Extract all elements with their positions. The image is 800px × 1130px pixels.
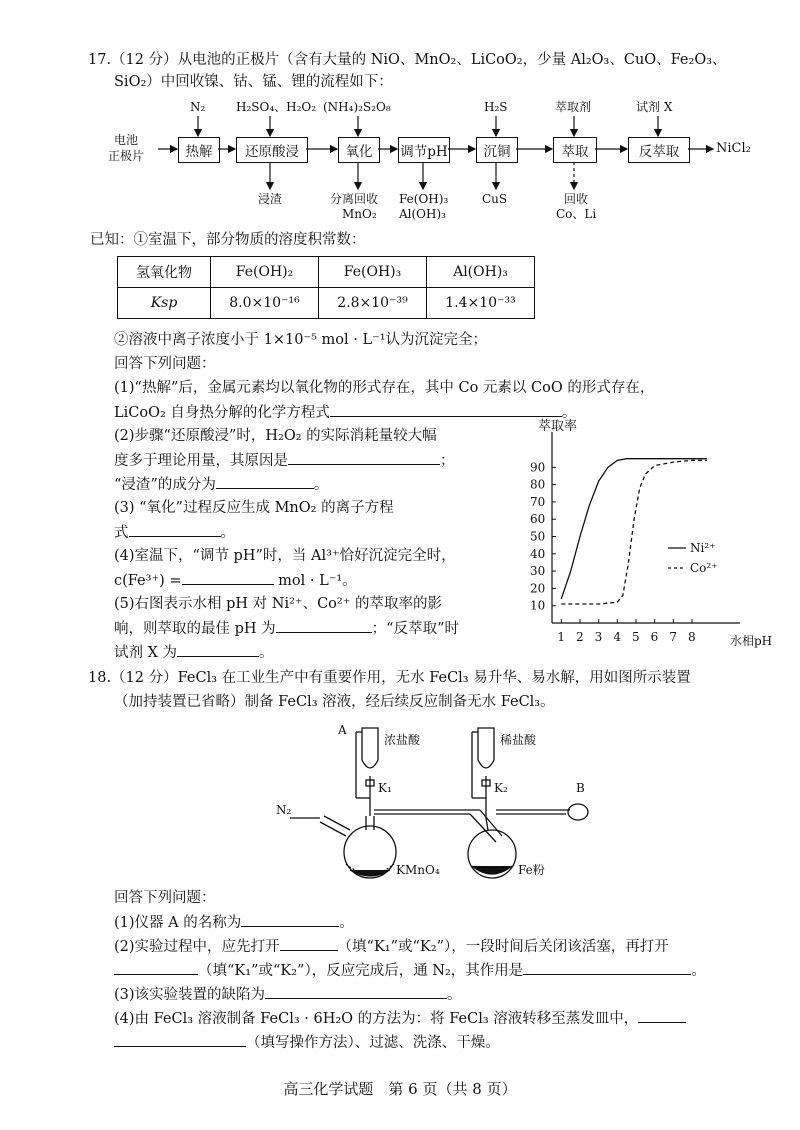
q18-p2-line2 xyxy=(114,960,706,981)
q17-p5-text: 响，则萃取的最佳 pH 为 xyxy=(114,621,276,637)
q18-intro-line1: 18.（12 分）FeCl₃ 在工业生产中有重要作用，无水 FeCl₃ 易升华、易水解，用如图所示装置 xyxy=(88,670,691,686)
q17-p5-ph-blank[interactable] xyxy=(276,618,372,633)
q17-p3-answer-blank[interactable] xyxy=(129,522,221,537)
output-leach-residue: 浸渣 xyxy=(258,192,283,206)
chart-y-tick-label: 50 xyxy=(530,529,546,544)
step-extraction: 萃取 xyxy=(553,137,597,163)
input-extractant: 萃取剂 xyxy=(555,100,592,114)
step-cu-precip: 沉铜 xyxy=(476,137,518,163)
step-pyrolysis: 热解 xyxy=(178,137,220,163)
output-aloh3: Al(OH)₃ xyxy=(399,207,446,221)
q18-p2-text2: （填“K₁”或“K₂”），一段时间后关闭该活塞，再打开 xyxy=(337,939,669,955)
q18-p2-text3: （填“K₁”或“K₂”），反应完成后，通 N₂，其作用是 xyxy=(198,963,524,979)
q17-p3-line1: (3) “氧化”过程反应生成 MnO₂ 的离子方程 xyxy=(114,500,394,516)
chart-y-label: 萃取率 xyxy=(538,419,578,434)
chart-y-tick-label: 60 xyxy=(530,512,546,527)
ksp-cell: 1.4×10⁻³³ xyxy=(427,288,535,319)
chart-y-tick-label: 20 xyxy=(530,581,546,596)
ksp-row-label: Ksp xyxy=(118,288,211,319)
ksp-table xyxy=(117,256,535,319)
output-nicl2: NiCl₂ xyxy=(716,141,751,156)
step-oxidation: 氧化 xyxy=(338,137,380,163)
ksp-header-cell: 氢氧化物 xyxy=(118,257,211,288)
output-cus: CuS xyxy=(482,192,508,206)
q17-p2-line3: “浸渣”的成分为 。 xyxy=(114,474,328,495)
input-persulfate: (NH₄)₂S₂O₈ xyxy=(323,100,391,114)
step-adjust-ph: 调节pH xyxy=(398,137,450,163)
apparatus-label-fe: Fe粉 xyxy=(518,863,545,877)
q17-p3-line2: 式 。 xyxy=(114,522,235,543)
input-n2: N₂ xyxy=(190,100,206,114)
q18-p2-blank-3[interactable] xyxy=(523,960,691,975)
q17-p5-line1: (5)右图表示水相 pH 对 Ni²⁺、Co²⁺ 的萃取率的影 xyxy=(114,596,442,612)
ksp-table-row xyxy=(118,288,535,319)
q18-p2-blank-2[interactable] xyxy=(114,960,198,975)
input-reagent-x: 试剂 X xyxy=(636,100,673,114)
chart-legend-label: Ni²⁺ xyxy=(690,541,716,555)
q17-p5-reagent-blank[interactable] xyxy=(177,642,259,657)
ksp-cell: 2.8×10⁻³⁹ xyxy=(319,288,427,319)
chart-y-tick-label: 30 xyxy=(530,564,546,579)
output-recover: 回收 xyxy=(564,192,589,206)
q18-p2-text: (2)实验过程中，应先打开 xyxy=(114,939,280,955)
chart-x-tick-label: 3 xyxy=(594,630,603,644)
q17-p2-line1: (2)步骤“还原酸浸”时，H₂O₂ 的实际消耗量较大幅 xyxy=(114,428,437,444)
apparatus-label-b: B xyxy=(576,781,585,795)
q18-p4-text: (4)由 FeCl₃ 溶液制备 FeCl₃ · 6H₂O 的方法为：将 FeCl₃ 溶液转移至蒸发皿中， xyxy=(114,1011,639,1027)
chart-x-tick-label: 5 xyxy=(632,630,640,644)
input-h2s: H₂S xyxy=(484,100,508,114)
q17-p3-text: 式 xyxy=(114,525,129,541)
q17-p5-line2 xyxy=(114,618,459,639)
q17-p2-line2: 度多于理论用量，其原因是 ； xyxy=(114,450,455,471)
page-footer: 高三化学试题 第 6 页（共 8 页） xyxy=(283,1080,517,1098)
apparatus-label-a: A xyxy=(338,723,347,737)
q17-intro-line2: SiO₂）中回收镍、钴、锰、锂的流程如下： xyxy=(114,74,393,90)
q17-p4-line2 xyxy=(114,570,357,591)
q18-p1-text: (1)仪器 A 的名称为 xyxy=(114,915,242,931)
extraction-chart xyxy=(510,418,773,658)
apparatus-label-k1: K₁ xyxy=(378,781,392,795)
flow-arrows xyxy=(0,0,800,240)
step-back-extraction: 反萃取 xyxy=(628,137,690,163)
q18-p4-line1 xyxy=(114,1008,686,1029)
ksp-header-cell: Fe(OH)₂ xyxy=(211,257,319,288)
q17-p2-text: 度多于理论用量，其原因是 xyxy=(114,453,288,469)
input-h2so4-h2o2: H₂SO₄、H₂O₂ xyxy=(236,100,317,114)
output-mno2-label: 分离回收 xyxy=(330,192,379,206)
chart-y-tick-label: 40 xyxy=(530,546,546,561)
q17-p1-answer-blank[interactable] xyxy=(330,402,562,417)
q17-p1-line2: LiCoO₂ 自身热分解的化学方程式 。 xyxy=(114,402,576,423)
q17-p2-residue-blank[interactable] xyxy=(216,474,314,489)
flow-start-1: 电池 xyxy=(114,133,139,147)
q18-p4-line2 xyxy=(114,1032,500,1053)
ksp-header-cell: Fe(OH)₃ xyxy=(319,257,427,288)
q17-p5-reagent-text: 试剂 X 为 xyxy=(114,645,178,661)
apparatus-label-kmno4: KMnO₄ xyxy=(396,863,440,877)
q17-intro-line1: 17.（12 分）从电池的正极片（含有大量的 NiO、MnO₂、LiCoO₂，少量 Al₂O₃、CuO、Fe₂O₃、 xyxy=(88,52,727,68)
q17-p2-residue-text: “浸渣”的成分为 xyxy=(114,477,216,493)
q18-p4-blank-1[interactable] xyxy=(638,1008,686,1023)
q17-p2-reason-blank[interactable] xyxy=(288,450,440,465)
apparatus-diagram xyxy=(270,718,600,878)
chart-x-tick-label: 6 xyxy=(650,630,659,644)
chart-legend-label: Co²⁺ xyxy=(690,561,718,575)
apparatus-label-dil-hcl: 稀盐酸 xyxy=(500,733,537,747)
q18-p4-text2: （填写操作方法）、过滤、洗涤、干燥。 xyxy=(246,1035,500,1051)
q18-p3-end: 。 xyxy=(447,987,462,1003)
chart-series-line xyxy=(561,460,707,604)
chart-x-label: 水相pH xyxy=(730,634,773,648)
ksp-header-cell: Al(OH)₃ xyxy=(427,257,535,288)
chart-y-tick-label: 80 xyxy=(530,477,546,492)
q17-known-1: 已知：①室温下，部分物质的溶度积常数： xyxy=(90,232,366,248)
q18-p1-end: 。 xyxy=(339,915,354,931)
q17-p4-text: c(Fe³⁺) = xyxy=(114,573,182,589)
q18-p3-blank[interactable] xyxy=(265,984,447,999)
step-reductive-leach: 还原酸浸 xyxy=(236,137,308,163)
q17-answer-prompt: 回答下列问题： xyxy=(114,356,216,372)
q18-p2-line1 xyxy=(114,936,669,957)
chart-x-tick-label: 1 xyxy=(557,630,565,644)
q17-p4-line1: (4)室温下，“调节 pH”时，当 Al³⁺恰好沉淀完全时， xyxy=(114,548,456,564)
q17-p4-answer-blank[interactable] xyxy=(182,570,274,585)
ksp-cell: 8.0×10⁻¹⁶ xyxy=(211,288,319,319)
ksp-table-header xyxy=(118,257,535,288)
output-mno2: MnO₂ xyxy=(342,207,377,221)
chart-y-tick-label: 10 xyxy=(530,598,546,613)
q18-intro-line2: （加持装置已省略）制备 FeCl₃ 溶液，经后续反应制备无水 FeCl₃。 xyxy=(114,694,555,710)
q18-p4-blank-2[interactable] xyxy=(114,1032,246,1047)
chart-x-tick-label: 4 xyxy=(613,630,621,644)
q17-p5-text2: ；“反萃取”时 xyxy=(371,621,459,637)
chart-series-line xyxy=(561,459,707,599)
q18-p2-blank-1[interactable] xyxy=(280,936,338,951)
flow-start-2: 正极片 xyxy=(108,149,145,163)
q17-known-2: ②溶液中离子浓度小于 1×10⁻⁵ mol · L⁻¹认为沉淀完全； xyxy=(114,332,488,348)
chart-x-tick-label: 8 xyxy=(688,630,696,644)
q18-p2-end: 。 xyxy=(691,963,706,979)
q17-p4-unit: mol · L⁻¹。 xyxy=(278,573,357,589)
q18-p1 xyxy=(114,912,354,933)
chart-x-tick-label: 2 xyxy=(576,630,584,644)
q18-p3-text: (3)该实验装置的缺陷为 xyxy=(114,987,266,1003)
q17-p1-text: LiCoO₂ 自身热分解的化学方程式 xyxy=(114,405,330,421)
chart-x-tick-label: 7 xyxy=(669,630,677,644)
apparatus-label-n2: N₂ xyxy=(276,803,292,817)
chart-y-tick-label: 70 xyxy=(530,494,546,509)
output-co-li: Co、Li xyxy=(556,207,597,221)
output-feoh3: Fe(OH)₃ xyxy=(399,192,449,206)
chart-y-tick-label: 90 xyxy=(530,460,546,475)
q17-p1-line1: (1)“热解”后，金属元素均以氧化物的形式存在，其中 Co 元素以 CoO 的形式存在， xyxy=(114,380,655,396)
apparatus-label-k2: K₂ xyxy=(494,781,508,795)
q18-p1-blank[interactable] xyxy=(241,912,339,927)
apparatus-label-conc-hcl: 浓盐酸 xyxy=(384,733,421,747)
q18-p3 xyxy=(114,984,462,1005)
q17-p5-line3: 试剂 X 为 。 xyxy=(114,642,274,663)
q18-answer-prompt: 回答下列问题： xyxy=(114,890,216,906)
